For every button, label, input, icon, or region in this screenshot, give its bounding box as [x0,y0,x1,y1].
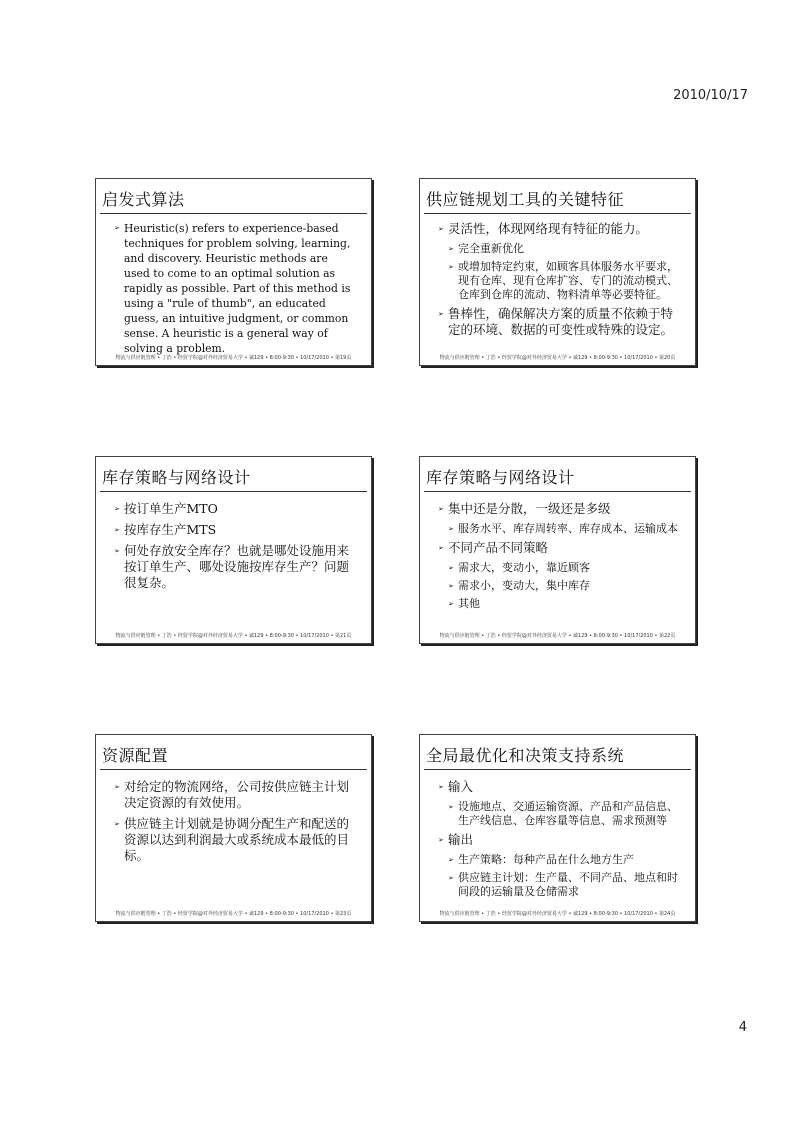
bullet-item: ➢ 鲁棒性，确保解决方案的质量不依赖于特定的环境、数据的可变性或特殊的设定。 [438,306,679,338]
bullet-item: ➢ 输入 [438,779,679,795]
sub-bullet-item: ➢ 完全重新优化 [448,242,679,256]
bullet-item: ➢ Heuristic(s) refers to experience-based techniques for problem solving, learning, and discovery. Heuristic methods are used to come to an optimal solution as rapidly as possible. Part of this method is using a "rule of thumb", an educated guess, an intuitive judgment, or common sense. A heuristic is a general way of solving a problem. [114,221,355,356]
page-number: 4 [738,1020,747,1035]
title-divider [100,491,367,492]
sub-bullet-list [448,522,679,536]
slide-footer: 物流与供应链管理 • 丁浩 • 经贸学院@对外经济贸易大学 • 诚129 • 8:00-9:30 • 10/17/2010 • 第24页 [439,911,676,917]
bullet-list [438,779,679,899]
slide-resource-allocation [95,734,372,922]
slide-footer: 物流与供应链管理 • 丁浩 • 经贸学院@对外经济贸易大学 • 诚129 • 8:00-9:30 • 10/17/2010 • 第19页 [115,355,352,361]
sub-bullet-item: ➢ 设施地点、交通运输资源、产品和产品信息、生产线信息、仓库容量等信息、需求预测等 [448,800,679,828]
bullet-item: ➢ 灵活性，体现网络现有特征的能力。 [438,221,679,237]
slide-title: 库存策略与网络设计 [102,468,251,487]
slide-footer: 物流与供应链管理 • 丁浩 • 经贸学院@对外经济贸易大学 • 诚129 • 8:00-9:30 • 10/17/2010 • 第22页 [439,633,676,639]
slide-title: 供应链规划工具的关键特征 [426,190,625,209]
bullet-item: ➢ 不同产品不同策略 [438,540,679,556]
sub-bullet-item: ➢ 需求小，变动大，集中库存 [448,579,679,593]
slide-footer: 物流与供应链管理 • 丁浩 • 经贸学院@对外经济贸易大学 • 诚129 • 8:00-9:30 • 10/17/2010 • 第20页 [439,355,676,361]
bullet-item: ➢ 集中还是分散，一级还是多级 [438,501,679,517]
sub-bullet-item: ➢ 或增加特定约束，如顾客具体服务水平要求，现有仓库、现有仓库扩容、专门的流动模式、仓库到仓库的流动、物料清单等必要特征。 [448,260,679,302]
bullet-item: ➢ 按订单生产MTO [114,501,355,517]
bullet-list [114,501,355,591]
sub-bullet-list [448,561,679,611]
slide-footer: 物流与供应链管理 • 丁浩 • 经贸学院@对外经济贸易大学 • 诚129 • 8:00-9:30 • 10/17/2010 • 第21页 [115,633,352,639]
slide-planning-tool-features [419,178,696,366]
slide-title: 资源配置 [102,746,169,765]
slide-footer: 物流与供应链管理 • 丁浩 • 经贸学院@对外经济贸易大学 • 诚129 • 8:00-9:30 • 10/17/2010 • 第23页 [115,911,352,917]
sub-bullet-item: ➢ 需求大，变动小，靠近顾客 [448,561,679,575]
slide-title: 启发式算法 [102,190,185,209]
sub-bullet-item: ➢ 其他 [448,597,679,611]
slide-heuristic-algorithm [95,178,372,366]
sub-bullet-item: ➢ 服务水平、库存周转率、库存成本、运输成本 [448,522,679,536]
bullet-list [114,779,355,864]
slide-title: 库存策略与网络设计 [426,468,575,487]
bullet-item: ➢ 对给定的物流网络，公司按供应链主计划决定资源的有效使用。 [114,779,355,811]
sub-bullet-item: ➢ 生产策略：每种产品在什么地方生产 [448,853,679,867]
page-date: 2010/10/17 [673,88,748,103]
bullet-list [438,501,679,611]
title-divider [100,769,367,770]
bullet-list [114,221,355,356]
bullet-item: ➢ 供应链主计划就是协调分配生产和配送的资源以达到利润最大或系统成本最低的目标。 [114,816,355,864]
sub-bullet-list [448,853,679,899]
bullet-item: ➢ 输出 [438,832,679,848]
slide-global-optimization-dss [419,734,696,922]
bullet-list [438,221,679,338]
slide-title: 全局最优化和决策支持系统 [426,746,625,765]
bullet-item: ➢ 按库存生产MTS [114,522,355,538]
title-divider [424,213,691,214]
slide-inventory-strategy-1 [95,456,372,644]
slide-inventory-strategy-2 [419,456,696,644]
bullet-item: ➢ 何处存放安全库存？也就是哪处设施用来按订单生产、哪处设施按库存生产？问题很复杂。 [114,543,355,591]
sub-bullet-item: ➢ 供应链主计划：生产量、不同产品、地点和时间段的运输量及仓储需求 [448,871,679,899]
title-divider [100,213,367,214]
sub-bullet-list [448,800,679,828]
title-divider [424,491,691,492]
sub-bullet-list [448,242,679,302]
title-divider [424,769,691,770]
